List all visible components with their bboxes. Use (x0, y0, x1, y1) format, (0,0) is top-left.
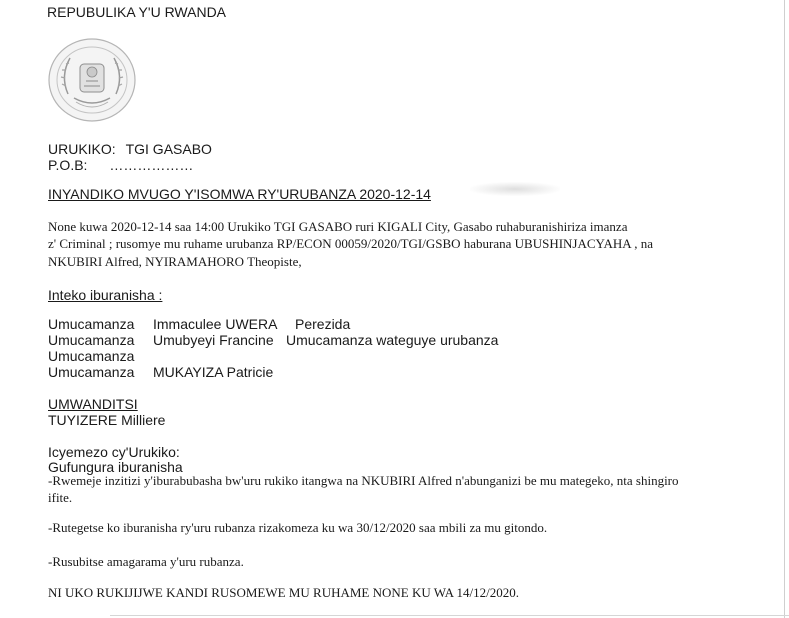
member-title: Umucamanza wateguye urubanza (286, 332, 499, 348)
decision-label: Icyemezo cy'Urukiko: (48, 444, 180, 460)
decision-action: Gufungura iburanisha (48, 459, 183, 475)
scan-smudge (470, 182, 560, 196)
intro-line-2: z' Criminal ; rusomye mu ruhame urubanza RP/ECON 00059/2020/TGI/GSBO haburana UBUSHINJACYAHA , na (48, 236, 653, 251)
intro-line-3: NKUBIRI Alfred, NYIRAMAHORO Theopiste, (48, 254, 302, 269)
member-title: Perezida (295, 316, 351, 332)
member-name: MUKAYIZA Patricie (153, 364, 274, 380)
court-label: URUKIKO: (48, 141, 116, 157)
court-value: TGI GASABO (125, 141, 212, 157)
decision-paragraph-1-cont: ifite. (48, 490, 73, 505)
member-role: Umucamanza (48, 348, 135, 364)
intro-line-1: None kuwa 2020-12-14 saa 14:00 Urukiko TGI GASABO ruri KIGALI City, Gasabo ruhaburanishiriza imanza (48, 219, 628, 234)
court-line (48, 141, 212, 157)
member-name: Immaculee UWERA (153, 316, 278, 332)
member-role: Umucamanza (48, 332, 135, 348)
member-role: Umucamanza (48, 364, 135, 380)
pob-label: P.O.B: (48, 157, 88, 173)
clerk-name: TUYIZERE Milliere (48, 412, 166, 428)
document-title: INYANDIKO MVUGO Y'ISOMWA RY'URUBANZA 2020-12-14 (48, 186, 431, 202)
closing-statement: NI UKO RUKIJIJWE KANDI RUSOMEWE MU RUHAME NONE KU WA 14/12/2020. (48, 585, 519, 600)
page-edge-right (784, 0, 785, 618)
coat-of-arms-seal (46, 36, 142, 126)
decision-paragraph-1: -Rwemeje inzitizi y'iburabubasha bw'uru rukiko itangwa na NKUBIRI Alfred n'abunganizi be mu mategeko, nta shingiro (48, 473, 679, 488)
decision-paragraph-3: -Rusubitse amagarama y'uru rubanza. (48, 554, 244, 569)
pob-line (48, 157, 193, 173)
decision-paragraph-2: -Rutegetse ko iburanisha ry'uru rubanza rizakomeza ku wa 30/12/2020 saa mbili za mu gitondo. (48, 520, 548, 535)
pob-value: ……………… (109, 157, 194, 173)
panel-heading (48, 287, 176, 303)
panel-heading-text: Inteko iburanisha : (48, 287, 163, 303)
country-header: REPUBULIKA Y'U RWANDA (47, 4, 227, 20)
member-name: Umubyeyi Francine (153, 332, 274, 348)
clerk-heading: UMWANDITSI (48, 396, 138, 412)
member-role: Umucamanza (48, 316, 135, 332)
page-edge-bottom (110, 615, 789, 616)
